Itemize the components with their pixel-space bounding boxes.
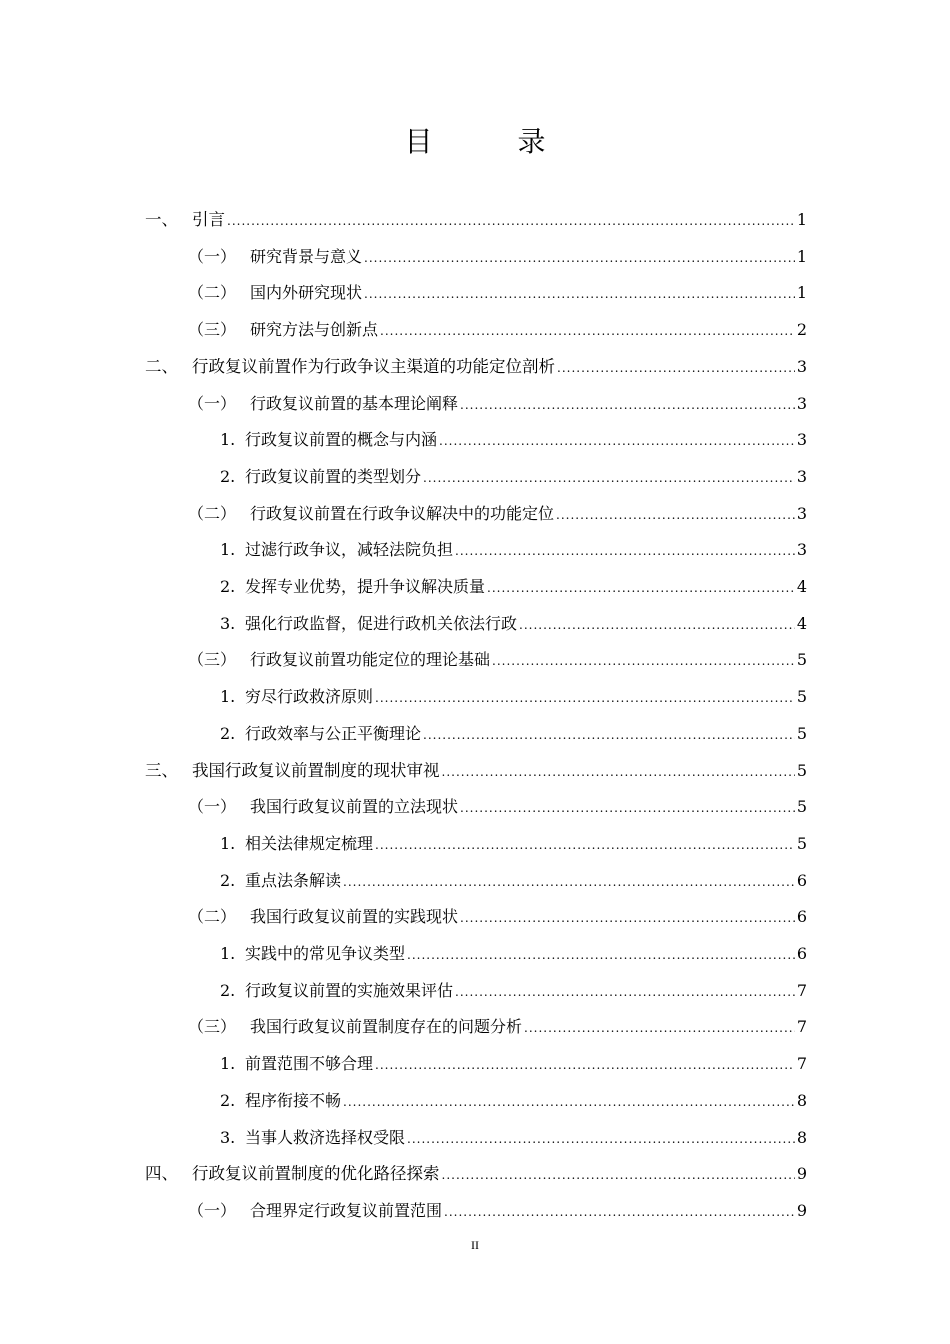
toc-entry-number: （三） [188,650,237,670]
toc-entry-title: 相关法律规定梳理 [245,833,374,853]
toc-dot-leader [442,1157,795,1193]
toc-dot-leader [519,607,795,643]
toc-entry-number: 2. [220,577,236,596]
toc-entry[interactable] [220,1083,807,1119]
toc-entry-title: 行政复议前置的基本理论阐释 [250,393,459,413]
toc-dot-leader [343,1084,795,1120]
toc-entry-page: 6 [796,907,807,927]
toc-entry[interactable] [220,459,807,495]
toc-entry[interactable] [220,936,807,972]
toc-entry-title: 合理界定行政复议前置范围 [250,1200,443,1220]
toc-entry-page: 3 [796,540,807,560]
toc-entry-number: （一） [188,246,237,266]
toc-dot-leader [375,827,795,863]
toc-entry-number: （二） [188,907,237,927]
toc-entry-page: 1 [796,246,807,266]
toc-entry-number: 四、 [145,1164,178,1184]
toc-entry-page: 9 [796,1164,807,1184]
toc-entry-number: 1. [220,833,236,853]
toc-entry-number: （二） [188,283,237,303]
toc-entry-title: 我国行政复议前置的立法现状 [250,797,459,817]
toc-entry-title: 引言 [192,210,225,229]
toc-entry-title: 行政复议前置作为行政争议主渠道的功能定位剖析 [192,356,555,376]
toc-entry-number: （三） [188,320,237,340]
toc-dot-leader [455,533,795,569]
toc-entry-title: 行政复议前置的实施效果评估 [245,980,454,1000]
toc-entry-page: 8 [796,1090,807,1110]
toc-entry-number: 2. [220,1090,236,1110]
toc-entry-page: 6 [796,870,807,890]
toc-dot-leader [375,680,795,716]
toc-dot-leader [460,790,795,826]
toc-dot-leader [407,1121,795,1157]
toc-entry-title: 行政复议前置的类型划分 [245,466,422,486]
toc-entry-title: 我国行政复议前置制度的现状审视 [192,760,440,780]
toc-entry[interactable] [188,275,807,311]
toc-entry-title: 实践中的常见争议类型 [245,944,406,963]
toc-dot-leader [423,717,795,753]
toc-entry-number: （一） [188,797,237,817]
toc-entry-number: 二、 [145,356,178,376]
toc-entry-page: 3 [796,356,807,376]
toc-entry[interactable] [188,239,807,275]
toc-dot-leader [460,900,795,936]
toc-entry-page: 1 [796,283,807,303]
toc-entry-page: 8 [796,1127,807,1147]
toc-entry[interactable] [188,642,807,678]
toc-entry[interactable] [220,532,807,568]
toc-entry[interactable] [145,753,807,789]
toc-dot-leader [364,240,795,276]
toc-entry-page: 9 [796,1200,807,1220]
toc-entry-page: 4 [796,613,807,633]
toc-entry-title: 研究方法与创新点 [250,320,379,340]
toc-entry[interactable] [220,422,807,458]
toc-title: 目 录 [404,125,584,158]
toc-entry-number: （一） [188,393,237,413]
toc-entry-title: 程序衔接不畅 [245,1090,342,1110]
toc-entry-number: 2. [220,723,236,743]
toc-entry-title: 研究背景与意义 [250,246,363,266]
toc-dot-leader [364,276,795,312]
toc-entry-number: 1. [220,430,236,450]
toc-entry-number: 1. [220,540,236,560]
toc-dot-leader [557,350,795,386]
toc-entry[interactable] [188,789,807,825]
toc-entry[interactable] [188,1009,807,1045]
toc-dot-leader [343,864,795,900]
toc-dot-leader [444,1194,795,1230]
toc-entry-page: 5 [796,687,807,707]
toc-entry[interactable] [188,386,807,422]
toc-dot-leader [380,313,795,349]
toc-entry[interactable] [220,569,807,605]
toc-entry-title: 当事人救济选择权受限 [245,1127,406,1147]
toc-entry-page: 7 [796,1054,807,1074]
toc-entry-number: 2. [220,980,236,1000]
toc-dot-leader [460,387,795,423]
toc-dot-leader [227,203,795,239]
toc-entry-page: 5 [796,723,807,743]
toc-dot-leader [439,423,795,459]
toc-entry-title: 行政复议前置的概念与内涵 [245,430,438,450]
toc-dot-leader [423,460,795,496]
toc-entry-title: 重点法条解读 [245,870,342,890]
toc-entry-number: 三、 [145,760,178,780]
toc-dot-leader [556,497,795,533]
toc-entry[interactable] [220,1120,807,1156]
toc-entry[interactable] [145,202,807,238]
page-number-footer: II [471,1238,479,1252]
toc-entry[interactable] [220,863,807,899]
toc-entry-title: 我国行政复议前置制度存在的问题分析 [250,1017,523,1037]
toc-dot-leader [524,1010,795,1046]
toc-entry-title: 前置范围不够合理 [245,1054,374,1074]
toc-entry[interactable] [145,1156,807,1192]
toc-dot-leader [455,974,795,1010]
toc-entry-page: 7 [796,980,807,1000]
toc-dot-leader [487,570,795,606]
toc-dot-leader [375,1047,795,1083]
toc-entry-page: 3 [796,430,807,450]
toc-dot-leader [492,643,795,679]
toc-entry-number: 1. [220,687,236,707]
toc-entry-number: 一、 [145,210,178,229]
toc-entry-number: 1. [220,944,236,963]
toc-entry[interactable] [220,606,807,642]
toc-entry-page: 4 [796,577,807,596]
toc-entry-page: 7 [796,1017,807,1037]
toc-entry-title: 我国行政复议前置的实践现状 [250,907,459,927]
toc-entry-number: （二） [188,503,237,523]
toc-dot-leader [442,754,795,790]
toc-entry-page: 3 [796,393,807,413]
toc-entry-page: 6 [796,944,807,963]
toc-entry-title: 穷尽行政救济原则 [245,687,374,707]
toc-entry-title: 发挥专业优势，提升争议解决质量 [245,577,486,596]
toc-entry-number: 3. [220,1127,236,1147]
toc-entry-number: 1. [220,1054,236,1074]
toc-entry-page: 3 [796,466,807,486]
toc-entry[interactable] [188,312,807,348]
toc-entry-number: 2. [220,870,236,890]
toc-entry-page: 5 [796,650,807,670]
toc-entry-title: 行政效率与公正平衡理论 [245,723,422,743]
toc-entry-page: 5 [796,797,807,817]
toc-entry[interactable] [188,899,807,935]
toc-entry[interactable] [188,1193,807,1229]
toc-entry-page: 5 [796,760,807,780]
toc-entry[interactable] [220,1046,807,1082]
toc-entry-number: （三） [188,1017,237,1037]
toc-entry-page: 2 [796,320,807,340]
toc-entry-title: 行政复议前置功能定位的理论基础 [250,650,491,670]
toc-entry-title: 强化行政监督，促进行政机关依法行政 [245,613,518,633]
toc-entry-number: 3. [220,613,236,633]
toc-entry[interactable] [220,826,807,862]
toc-entry[interactable] [188,496,807,532]
toc-entry-page: 1 [796,210,807,229]
toc-entry-title: 国内外研究现状 [250,283,363,303]
toc-entry-title: 过滤行政争议，减轻法院负担 [245,540,454,560]
toc-entry-title: 行政复议前置制度的优化路径探索 [192,1164,440,1184]
toc-entry[interactable] [220,973,807,1009]
toc-dot-leader [407,937,795,973]
toc-entry-page: 5 [796,833,807,853]
toc-entry-title: 行政复议前置在行政争议解决中的功能定位 [250,503,555,523]
toc-entry[interactable] [145,349,807,385]
toc-entry-number: 2. [220,466,236,486]
toc-entry[interactable] [220,679,807,715]
toc-entry-number: （一） [188,1200,237,1220]
toc-entry[interactable] [220,716,807,752]
toc-entry-page: 3 [796,503,807,523]
